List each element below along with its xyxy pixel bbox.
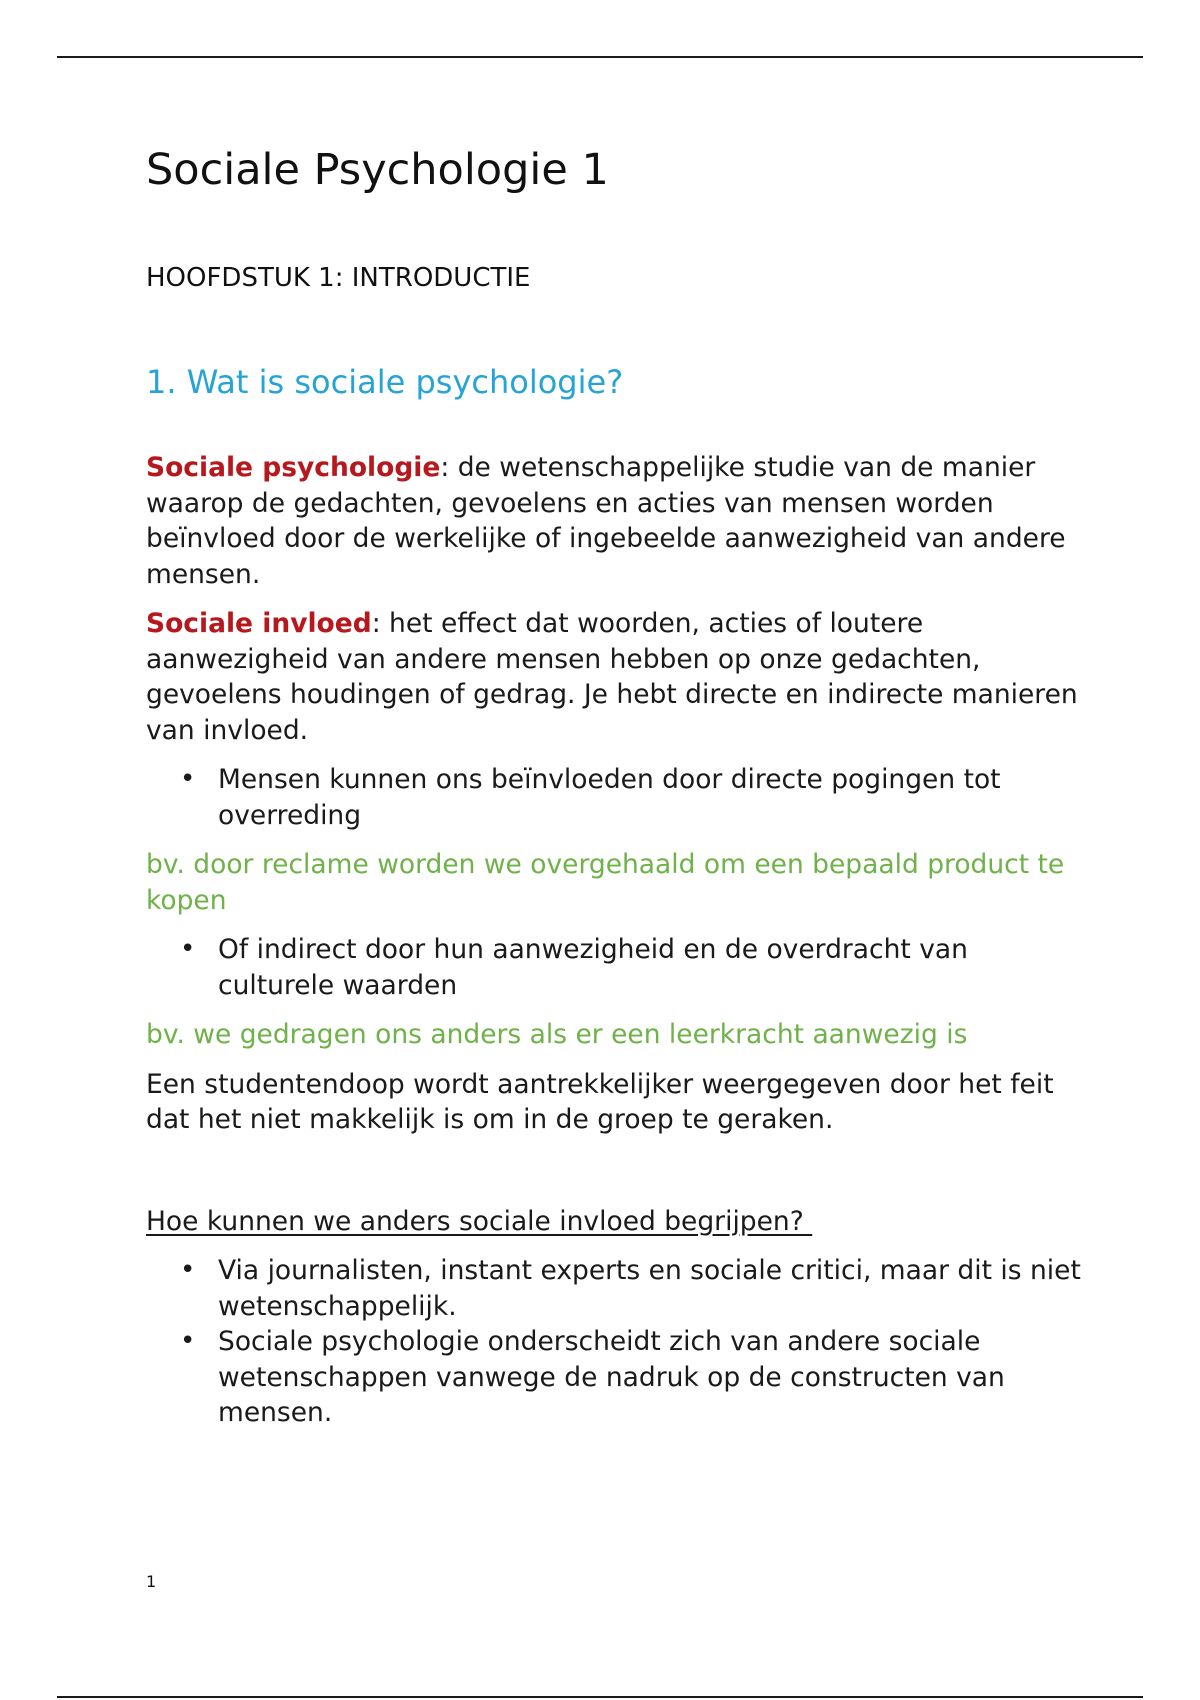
definition-sociale-invloed	[146, 606, 1086, 748]
bullet-list	[146, 1253, 1086, 1431]
page-content	[146, 140, 1086, 1431]
example-text: bv. we gedragen ons anders als er een leerkracht aanwezig is	[146, 1019, 968, 1050]
page-number: 1	[146, 1572, 157, 1591]
chapter-heading: HOOFDSTUK 1: INTRODUCTIE	[146, 263, 531, 293]
bullet-item: • Of indirect door hun aanwezigheid en de overdracht van culturele waarden	[146, 932, 1086, 1003]
document-title: Sociale Psychologie 1	[146, 145, 609, 195]
definition-text: : het effect dat woorden, acties of loutere aanwezigheid van andere mensen hebben op onze gedachten, gevoelens houdingen of gedrag. Je hebt directe en indirecte manieren van invloed.	[146, 608, 1078, 746]
definition-term: Sociale psychologie	[146, 452, 441, 483]
top-rule	[57, 56, 1143, 58]
closing-paragraph: Een studentendoop wordt aantrekkelijker weergegeven door het feit dat het niet makkelijk is om in de groep te geraken.	[146, 1068, 1054, 1135]
bullet-item: • Via journalisten, instant experts en sociale critici, maar dit is niet wetenschappelijk.	[146, 1253, 1086, 1324]
example-text: bv. door reclame worden we overgehaald om een bepaald product te kopen	[146, 849, 1065, 916]
section-heading: 1. Wat is sociale psychologie?	[146, 363, 624, 401]
bullet-item: • Sociale psychologie onderscheidt zich van andere sociale wetenschappen vanwege de nadruk op de constructen van mensen.	[146, 1324, 1086, 1431]
sub-question-heading: Hoe kunnen we anders sociale invloed begrijpen?	[146, 1205, 813, 1237]
definition-sociale-psychologie	[146, 450, 1086, 592]
bottom-rule	[57, 1696, 1143, 1698]
bullet-list	[146, 932, 1086, 1003]
definition-term: Sociale invloed	[146, 608, 372, 639]
bullet-item: • Mensen kunnen ons beïnvloeden door directe pogingen tot overreding	[146, 762, 1086, 833]
bullet-list	[146, 762, 1086, 833]
definition-text: : de wetenschappelijke studie van de manier waarop de gedachten, gevoelens en acties van mensen worden beïnvloed door de werkelijke of ingebeelde aanwezigheid van andere mensen.	[146, 452, 1066, 590]
